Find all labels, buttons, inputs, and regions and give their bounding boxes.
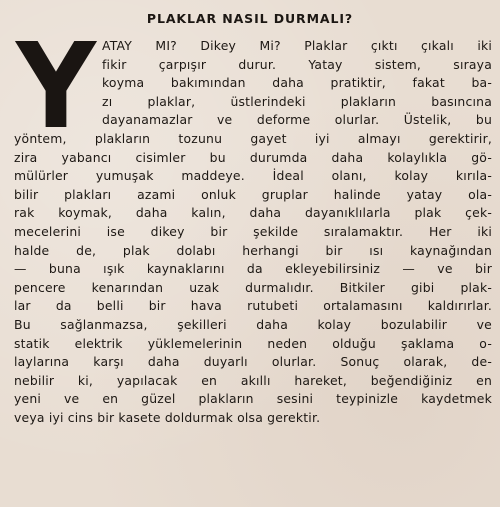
- article-line: — buna ışık kaynaklarını da ekleyebilirsiniz — ve bir: [14, 261, 492, 277]
- drop-cap-letter: [14, 37, 98, 133]
- article-line: ATAY MI? Dikey Mi? Plaklar çıktı çıkalı iki: [102, 38, 492, 53]
- drop-cap-text: Y: [14, 37, 98, 133]
- article-line: halde de, plak dolabı herhangi bir ısı kaynağından: [14, 242, 492, 258]
- article-line: Bu sağlanmazsa, şekilleri daha kolay bozulabilir ve: [14, 317, 492, 332]
- article-line: nebilir ki, yapılacak en akıllı hareket, beğendiğiniz en: [14, 372, 492, 388]
- article-line: dayanamazlar ve deforme olurlar. Üstelik, bu: [102, 112, 492, 128]
- drop-cap-glyph: [14, 37, 98, 133]
- article-line: zı plaklar, üstlerindeki plakların basıncına: [102, 93, 492, 109]
- article-line: lar da belli bir hava rutubeti ortalamasını kaldırırlar.: [14, 298, 492, 314]
- article-line: bilir plakları azami onluk gruplar halinde yatay ola-: [14, 186, 492, 202]
- article-line: rak koymak, daha kalın, daha dayanıklılarla plak çek-: [14, 205, 492, 221]
- article-line: yeni ve en güzel plakların sesini teypinizle kaydetmek: [14, 391, 492, 407]
- article-line: statik elektrik yüklemelerinin neden olduğu şaklama o-: [14, 335, 492, 351]
- article-line: veya iyi cins bir kasete doldurmak olsa gerektir.: [14, 410, 321, 425]
- article-line: fikir çarpışır durur. Yatay sistem, sıraya: [102, 56, 492, 72]
- article-line: laylarına karşı daha duyarlı olurlar. Sonuç olarak, de-: [14, 354, 492, 370]
- article-title: PLAKLAR NASIL DURMALI?: [146, 11, 354, 26]
- article-line: mecelerini ise dikey bir şekilde sıralamaktır. Her iki: [14, 224, 492, 239]
- article-line: mülürler yumuşak maddeye. İdeal olanı, kolay kırıla-: [14, 168, 492, 184]
- article-line: yöntem, plakların tozunu gayet iyi almayı gerektirir,: [14, 131, 492, 146]
- article-line: koyma bakımından daha pratiktir, fakat ba-: [102, 75, 492, 91]
- article-line: pencere kenarından uzak durmalıdır. Bitkiler gibi plak-: [14, 279, 492, 295]
- article-line: zira yabancı cisimler bu durumda daha kolaylıkla gö-: [14, 149, 492, 165]
